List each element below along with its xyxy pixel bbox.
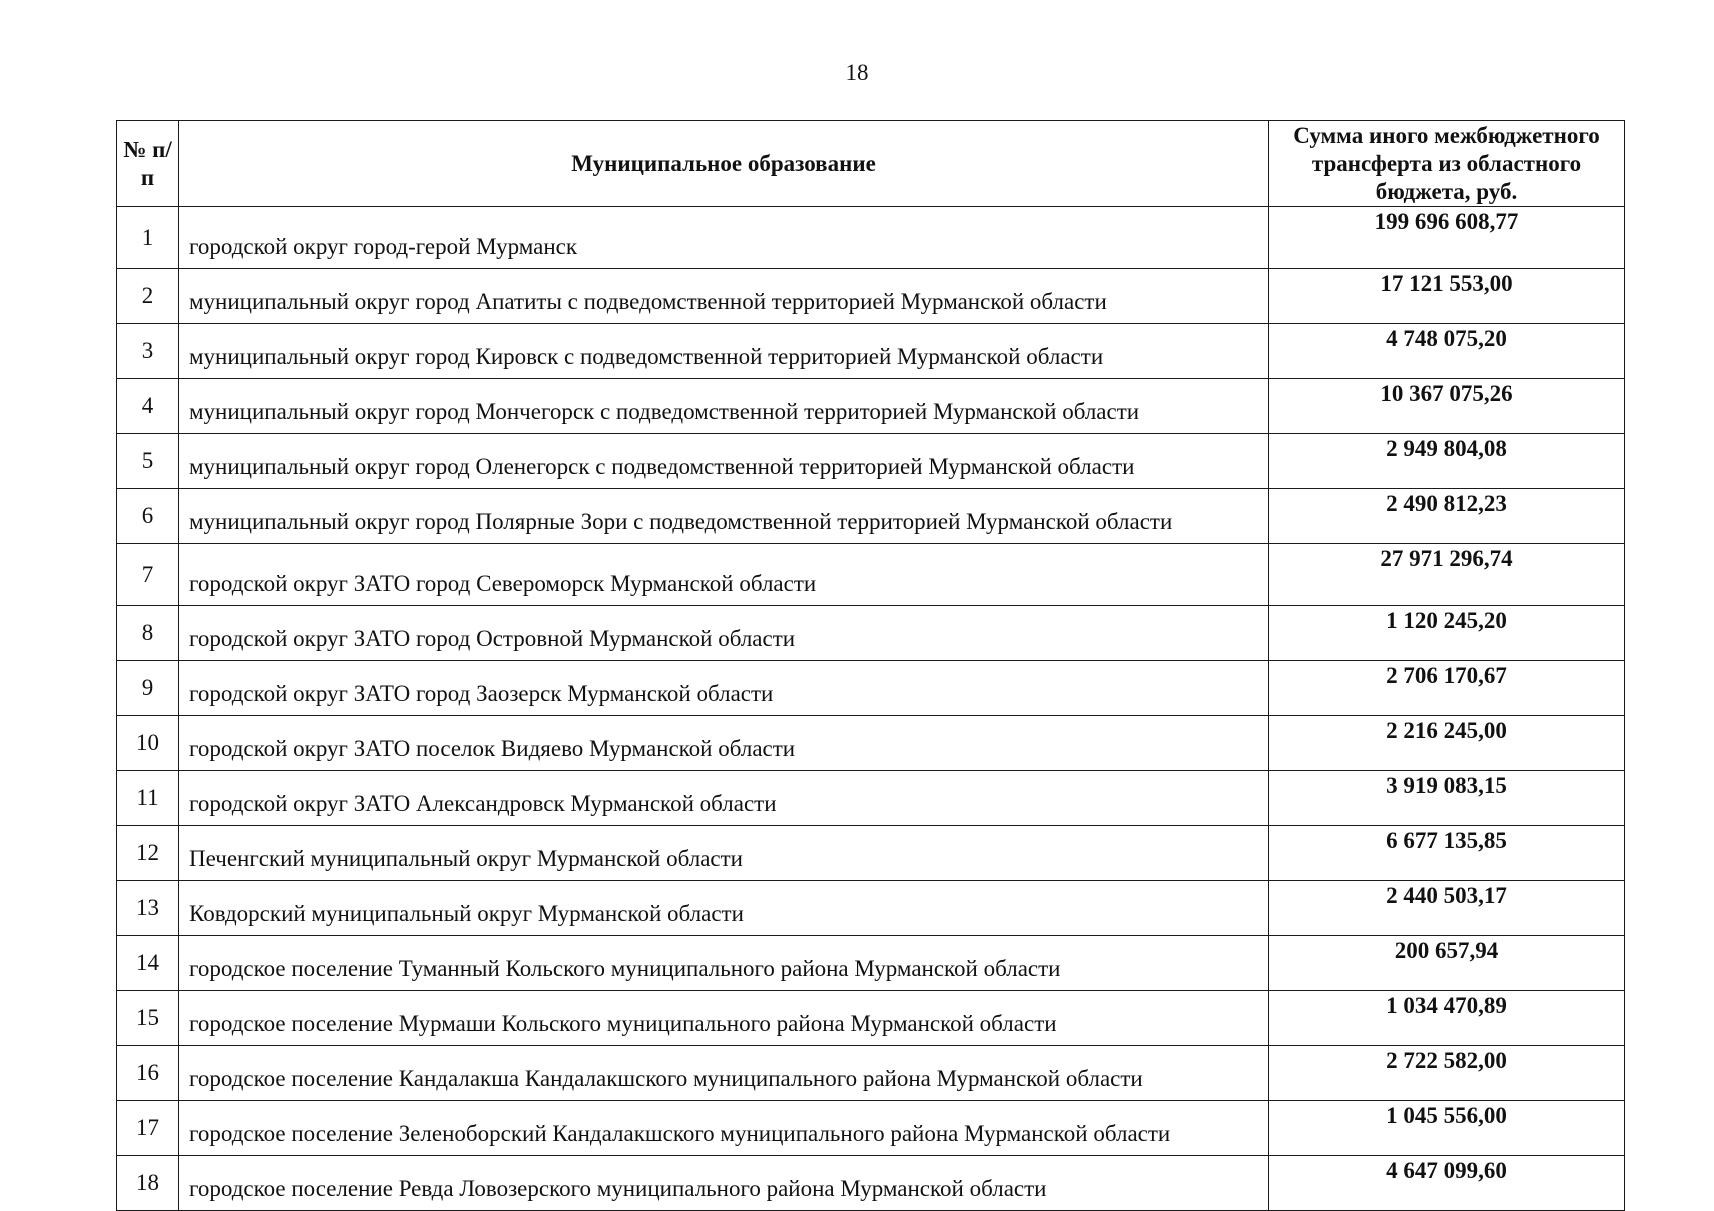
row-sum: 4 748 075,20	[1269, 324, 1625, 379]
header-number: № п/п	[117, 121, 179, 207]
row-number: 5	[117, 434, 179, 489]
row-municipality: городской округ город-герой Мурманск	[179, 207, 1269, 269]
row-municipality: городской округ ЗАТО город Островной Мурманской области	[179, 606, 1269, 661]
row-sum: 27 971 296,74	[1269, 544, 1625, 606]
header-municipality: Муниципальное образование	[179, 121, 1269, 207]
row-sum: 6 677 135,85	[1269, 826, 1625, 881]
row-number: 10	[117, 716, 179, 771]
transfer-table	[116, 120, 1625, 1211]
table-row	[117, 434, 1625, 489]
row-municipality: Ковдорский муниципальный округ Мурманской области	[179, 881, 1269, 936]
table-row	[117, 324, 1625, 379]
row-sum: 1 034 470,89	[1269, 991, 1625, 1046]
row-sum: 2 216 245,00	[1269, 716, 1625, 771]
row-sum: 2 949 804,08	[1269, 434, 1625, 489]
row-sum: 1 045 556,00	[1269, 1101, 1625, 1156]
row-sum: 199 696 608,77	[1269, 207, 1625, 269]
page-number: 18	[845, 60, 869, 85]
row-sum: 2 706 170,67	[1269, 661, 1625, 716]
row-municipality: городской округ ЗАТО город Североморск Мурманской области	[179, 544, 1269, 606]
row-municipality: городское поселение Ревда Ловозерского муниципального района Мурманской области	[179, 1156, 1269, 1211]
table-row	[117, 771, 1625, 826]
row-number: 14	[117, 936, 179, 991]
row-number: 11	[117, 771, 179, 826]
row-number: 17	[117, 1101, 179, 1156]
table-row	[117, 661, 1625, 716]
row-number: 15	[117, 991, 179, 1046]
table-row	[117, 991, 1625, 1046]
row-municipality: Печенгский муниципальный округ Мурманской области	[179, 826, 1269, 881]
row-sum: 2 722 582,00	[1269, 1046, 1625, 1101]
row-sum: 2 440 503,17	[1269, 881, 1625, 936]
table-row	[117, 1046, 1625, 1101]
row-municipality: городское поселение Кандалакша Кандалакшского муниципального района Мурманской области	[179, 1046, 1269, 1101]
row-sum: 200 657,94	[1269, 936, 1625, 991]
header-transfer-sum: Сумма иного межбюджетного трансферта из областного бюджета, руб.	[1269, 121, 1625, 207]
row-municipality: муниципальный округ город Кировск с подведомственной территорией Мурманской области	[179, 324, 1269, 379]
row-number: 4	[117, 379, 179, 434]
row-number: 8	[117, 606, 179, 661]
row-municipality: городской округ ЗАТО поселок Видяево Мурманской области	[179, 716, 1269, 771]
row-municipality: городское поселение Мурмаши Кольского муниципального района Мурманской области	[179, 991, 1269, 1046]
row-sum: 10 367 075,26	[1269, 379, 1625, 434]
table-row	[117, 716, 1625, 771]
row-sum: 2 490 812,23	[1269, 489, 1625, 544]
row-municipality: городской округ ЗАТО Александровск Мурманской области	[179, 771, 1269, 826]
row-number: 12	[117, 826, 179, 881]
table-row	[117, 936, 1625, 991]
row-number: 1	[117, 207, 179, 269]
table-row	[117, 489, 1625, 544]
row-sum: 17 121 553,00	[1269, 269, 1625, 324]
row-sum: 4 647 099,60	[1269, 1156, 1625, 1211]
row-municipality: городской округ ЗАТО город Заозерск Мурманской области	[179, 661, 1269, 716]
table-row	[117, 379, 1625, 434]
table-row	[117, 881, 1625, 936]
row-number: 7	[117, 544, 179, 606]
table-row	[117, 1101, 1625, 1156]
row-municipality: муниципальный округ город Мончегорск с подведомственной территорией Мурманской области	[179, 379, 1269, 434]
row-municipality: городское поселение Зеленоборский Кандалакшского муниципального района Мурманской области	[179, 1101, 1269, 1156]
table-row	[117, 826, 1625, 881]
row-number: 2	[117, 269, 179, 324]
table-row	[117, 544, 1625, 606]
table-row	[117, 606, 1625, 661]
row-number: 16	[117, 1046, 179, 1101]
row-sum: 1 120 245,20	[1269, 606, 1625, 661]
row-number: 13	[117, 881, 179, 936]
row-municipality: муниципальный округ город Оленегорск с подведомственной территорией Мурманской области	[179, 434, 1269, 489]
table-row	[117, 1156, 1625, 1211]
row-municipality: городское поселение Туманный Кольского муниципального района Мурманской области	[179, 936, 1269, 991]
table-row	[117, 269, 1625, 324]
table-header-row	[117, 121, 1625, 207]
row-number: 3	[117, 324, 179, 379]
row-number: 6	[117, 489, 179, 544]
row-municipality: муниципальный округ город Апатиты с подведомственной территорией Мурманской области	[179, 269, 1269, 324]
table-row	[117, 207, 1625, 269]
row-number: 18	[117, 1156, 179, 1211]
row-number: 9	[117, 661, 179, 716]
row-municipality: муниципальный округ город Полярные Зори с подведомственной территорией Мурманской области	[179, 489, 1269, 544]
row-sum: 3 919 083,15	[1269, 771, 1625, 826]
